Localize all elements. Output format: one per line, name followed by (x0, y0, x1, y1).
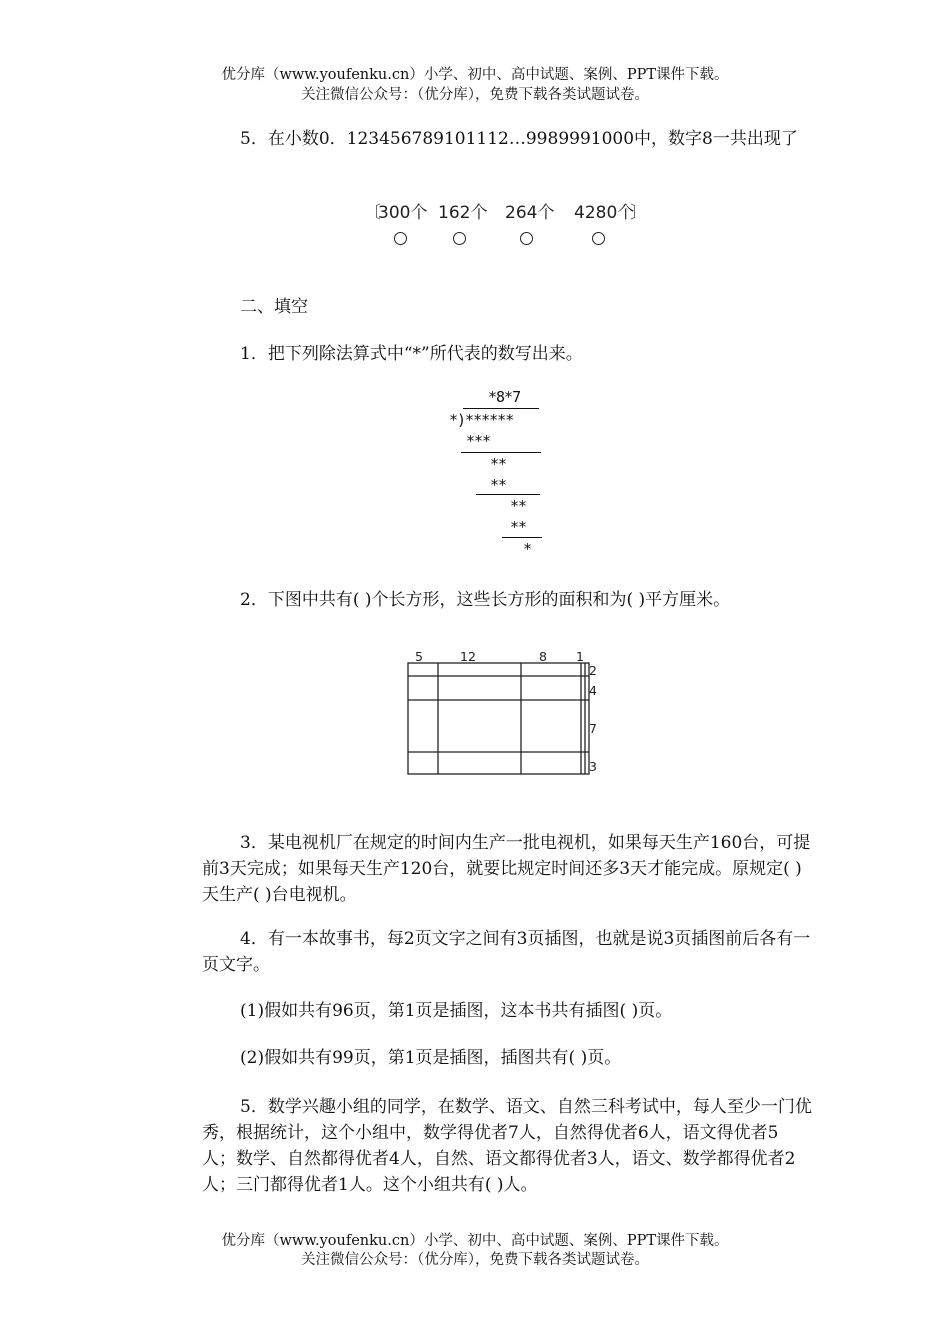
choice-circle-d[interactable] (592, 232, 605, 245)
width-label-1: 5 (415, 649, 423, 664)
choice-question-5: 5．在小数0．123456789101112…9989991000中，数字8一共出现了 (240, 129, 798, 149)
choice-option-c: 264个 (505, 203, 555, 223)
division-remainder: * (523, 540, 532, 558)
choice-bracket-close: 〕 (630, 203, 647, 223)
division-quotient: *8*7 (488, 388, 521, 406)
width-label-3: 8 (539, 649, 547, 664)
division-line-1 (461, 452, 541, 453)
choice-circle-b[interactable] (453, 232, 466, 245)
height-label-3: 7 (589, 721, 597, 736)
width-label-2: 12 (460, 649, 476, 664)
choice-option-b: 162个 (438, 203, 488, 223)
fill-question-1: 1．把下列除法算式中“*”所代表的数写出来。 (240, 344, 583, 364)
height-label-2: 4 (589, 683, 597, 698)
page-footer-line2: 关注微信公众号：（优分库），免费下载各类试题试卷。 (301, 1252, 649, 1268)
height-label-4: 3 (589, 759, 597, 774)
choice-option-d: 4280个 (574, 203, 635, 223)
choice-option-a: 300个 (378, 203, 428, 223)
width-label-4: 1 (576, 649, 584, 664)
division-step-5: ** (510, 518, 527, 536)
choice-circle-c[interactable] (520, 232, 533, 245)
division-line-2 (476, 494, 540, 495)
division-line-3 (502, 537, 542, 538)
page-header-line1: 优分库（www.youfenku.cn）小学、初中、高中试题、案例、PPT课件下载。 (221, 67, 729, 83)
fill-question-4-sub-2: (2)假如共有99页，第1页是插图，插图共有( )页。 (240, 1048, 622, 1068)
choice-bracket-open: 〔 (364, 203, 381, 223)
choice-circle-a[interactable] (394, 232, 407, 245)
fill-question-3: 3．某电视机厂在规定的时间内生产一批电视机，如果每天生产160台，可提前3天完成；如果每天生产120台，就要比规定时间还多3天才能完成。原规定( )天生产( )台电视机。 (202, 833, 811, 905)
rectangle-grid (405, 660, 590, 778)
division-step-2: ** (490, 455, 507, 473)
division-step-4: ** (510, 497, 527, 515)
fill-question-4-sub-1: (1)假如共有96页，第1页是插图，这本书共有插图( )页。 (240, 1001, 673, 1021)
division-step-1: *** (466, 432, 491, 450)
fill-question-4: 4．有一本故事书，每2页文字之间有3页插图，也就是说3页插图前后各有一页文字。 (202, 929, 811, 975)
fill-question-5: 5．数学兴趣小组的同学，在数学、语文、自然三科考试中，每人至少一门优秀，根据统计，这个小组中，数学得优者7人，自然得优者6人，语文得优者5人；数学、自然都得优者4人，自然、语文都得优者3人，语文、数学都得优者2人；三门都得优者1人。这个小组共有( )人。 (202, 1097, 812, 1195)
section-title-fill-in: 二、填空 (240, 297, 308, 317)
page-header-line2: 关注微信公众号：（优分库），免费下载各类试题试卷。 (301, 87, 649, 103)
division-bar (463, 408, 539, 409)
page-footer-line1: 优分库（www.youfenku.cn）小学、初中、高中试题、案例、PPT课件下载。 (221, 1233, 729, 1249)
division-dividend: *)****** (449, 411, 514, 429)
fill-question-2: 2．下图中共有( )个长方形，这些长方形的面积和为( )平方厘米。 (240, 590, 731, 610)
height-label-1: 2 (589, 663, 597, 678)
division-step-3: ** (490, 476, 507, 494)
